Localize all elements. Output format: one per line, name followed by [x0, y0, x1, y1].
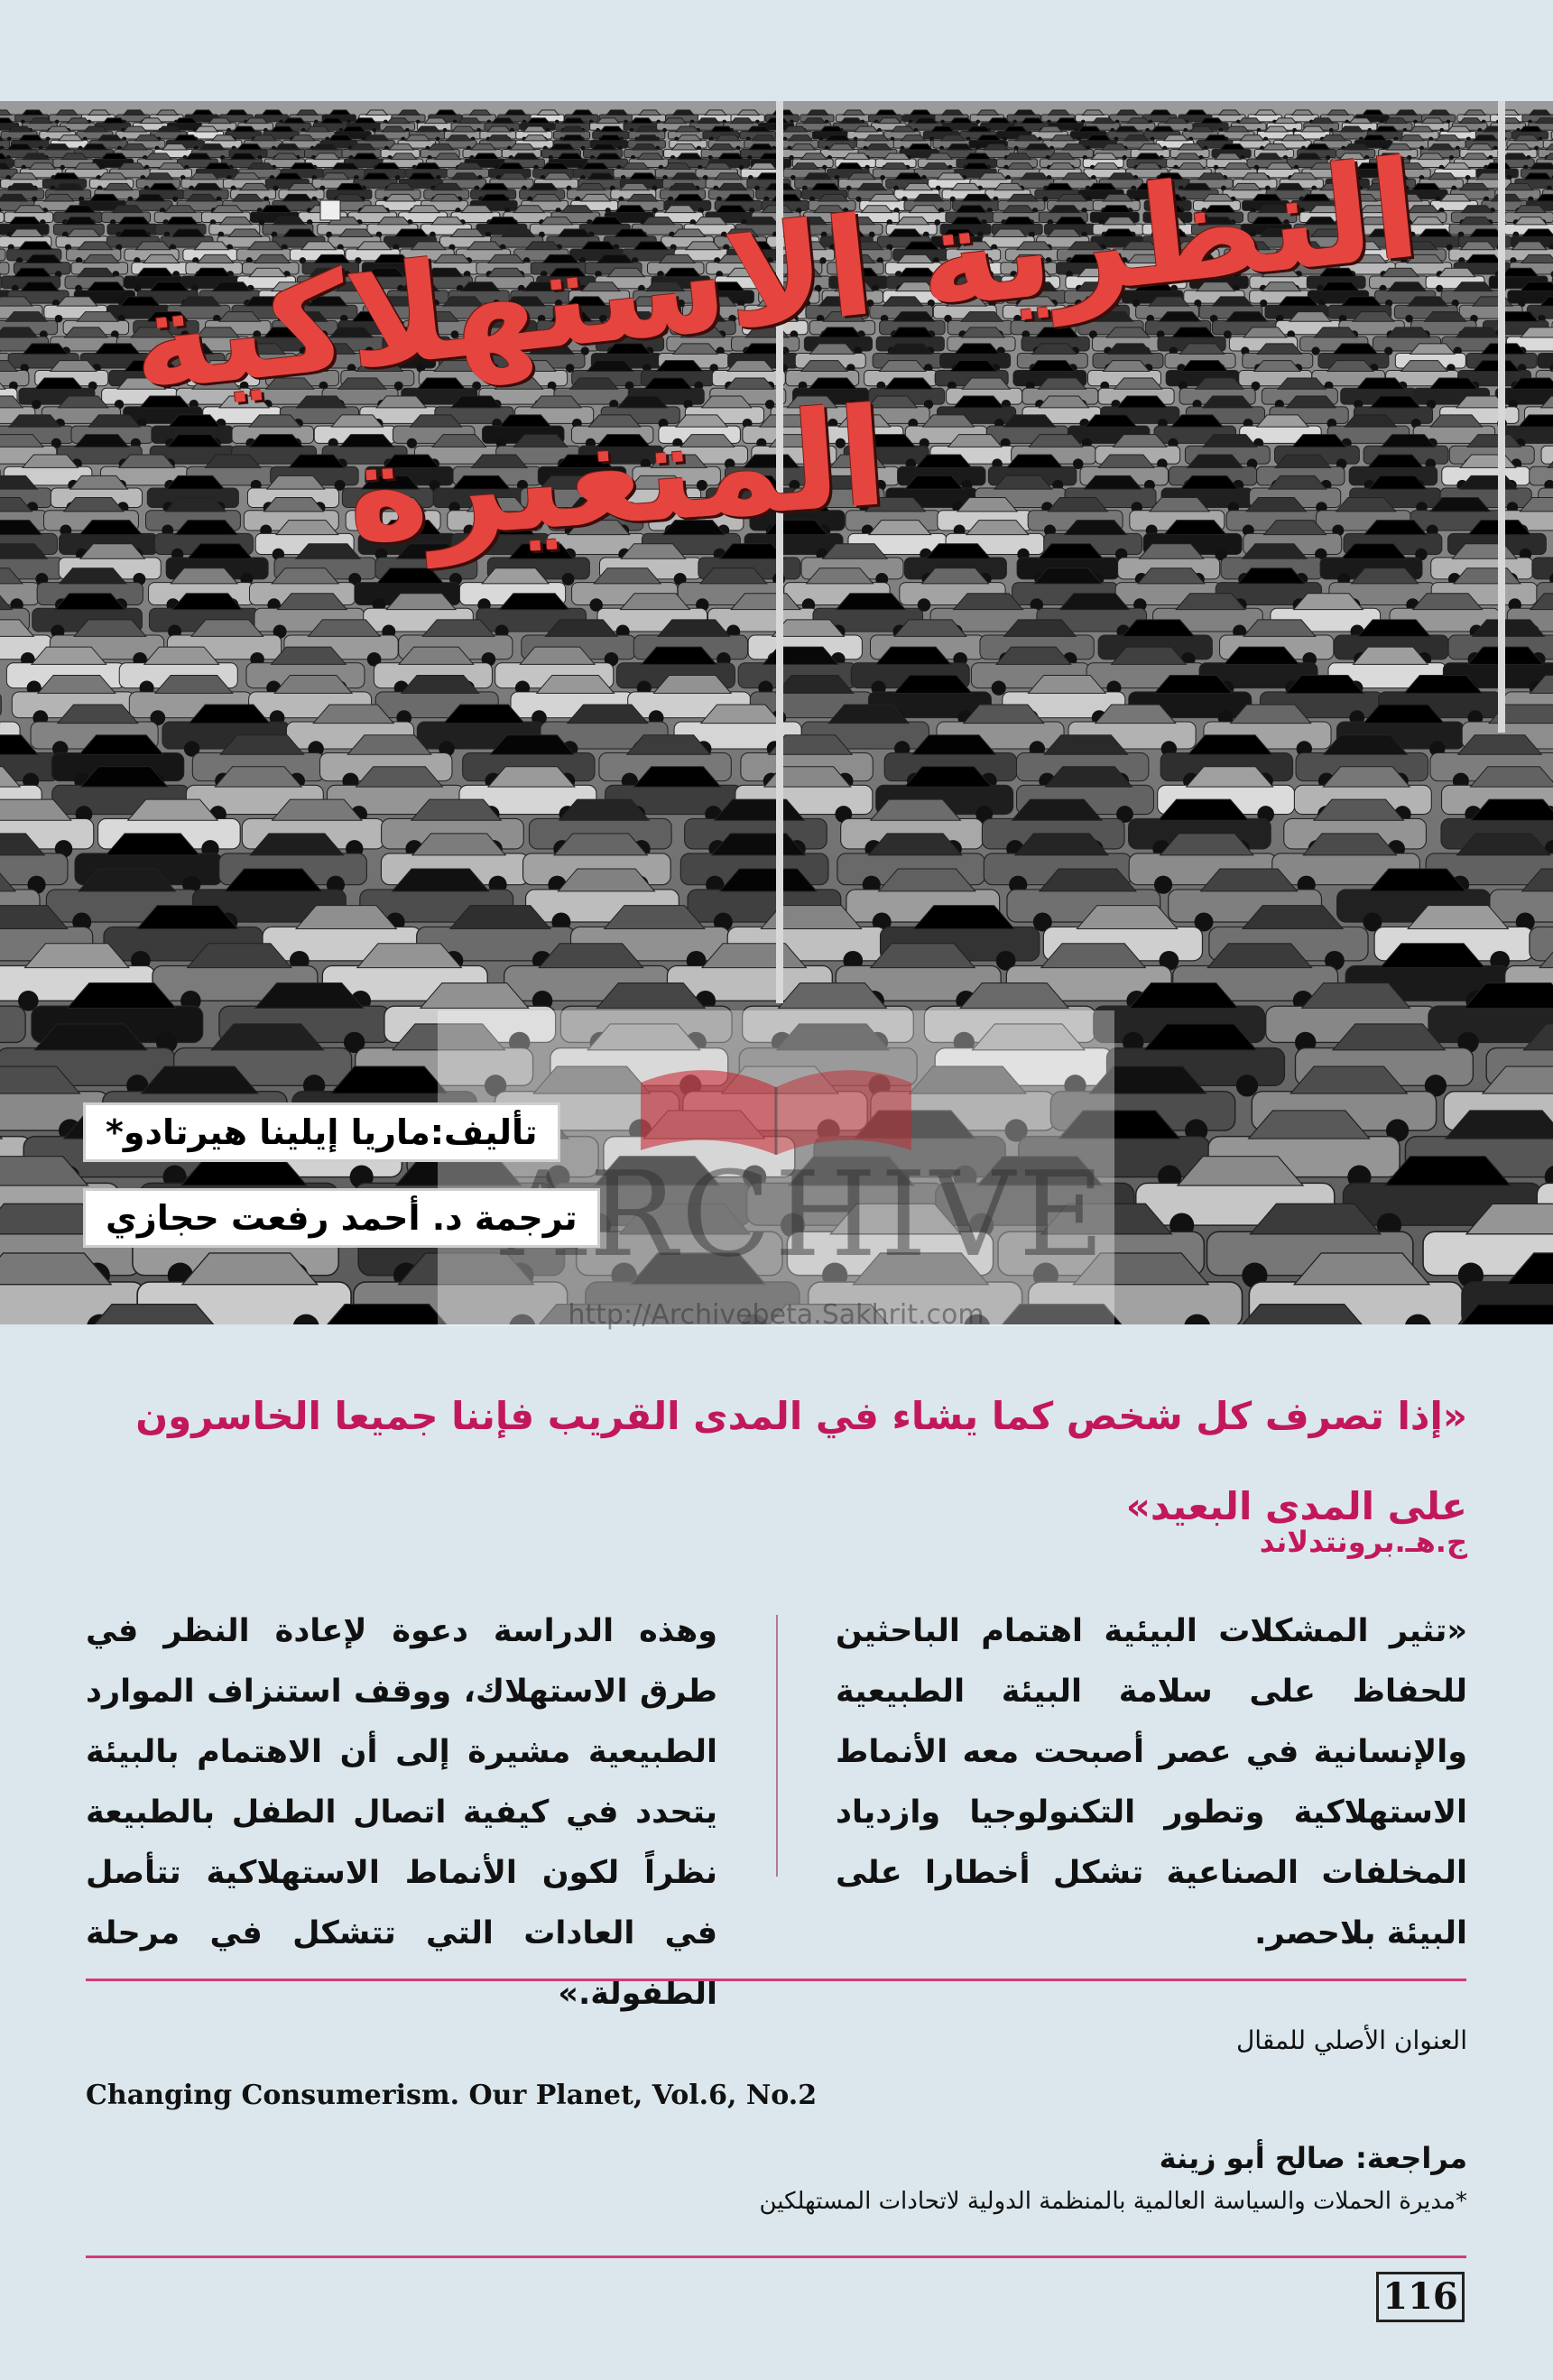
author-footnote: *مديرة الحملات والسياسة العالمية بالمنظمة الدولية لاتحادات المستهلكين	[759, 2188, 1467, 2215]
article-title-line-2: المتغيرة	[342, 379, 892, 574]
reviewer-credit: مراجعة: صالح أبو زينة	[1159, 2141, 1467, 2175]
sign	[320, 200, 340, 220]
light-pole	[1498, 101, 1505, 733]
divider-rule	[86, 1979, 1466, 1981]
article-title-line-1: النظرية الاستهلاكية	[124, 131, 1427, 423]
archive-watermark	[438, 1010, 1114, 1331]
abstract-column-right: «تثير المشكلات البيئية اهتمام الباحثين للحفاظ على سلامة البيئة الطبيعية والإنسانية في عصر أصبحت معه الأنماط الاستهلاكية وتطور التكنولوجيا وازدياد المخلفات الصناعية تشكل أخطارا على البيئة بلاحصر.	[836, 1613, 1467, 1951]
epigraph-quote: «إذا تصرف كل شخص كما يشاء في المدى القريب فإننا جميعا الخاسرون على المدى البعيد»	[135, 1394, 1467, 1528]
translator-credit: ترجمة د. أحمد رفعت حجازي	[86, 1191, 597, 1245]
divider-rule-bottom	[86, 2255, 1466, 2258]
page-number: 116	[1376, 2272, 1465, 2322]
original-title-label: العنوان الأصلي للمقال	[1235, 2025, 1467, 2055]
watermark-text: ARCHIVE	[501, 1146, 1108, 1283]
author-credit: تأليف:ماريا إيلينا هيرتادو*	[86, 1105, 558, 1159]
abstract-column-left: وهذه الدراسة دعوة لإعادة النظر في طرق الاستهلاك، ووقف استنزاف الموارد الطبيعية مشيرة إلى أن الاهتمام بالبيئة يتحدد في كيفية اتصال الطفل بالطبيعة نظراً لكون الأنماط الاستهلاكية تتأصل في العادات التي تتشكل في مرحلة الطفولة.»	[86, 1613, 717, 2012]
original-title: Changing Consumerism. Our Planet, Vol.6, No.2	[86, 2080, 818, 2111]
epigraph-author: ج.هـ.برونتدلاند	[1259, 1525, 1467, 1559]
watermark-url: http://Archivebeta.Sakhrit.com	[568, 1299, 984, 1331]
column-divider	[776, 1615, 778, 1877]
